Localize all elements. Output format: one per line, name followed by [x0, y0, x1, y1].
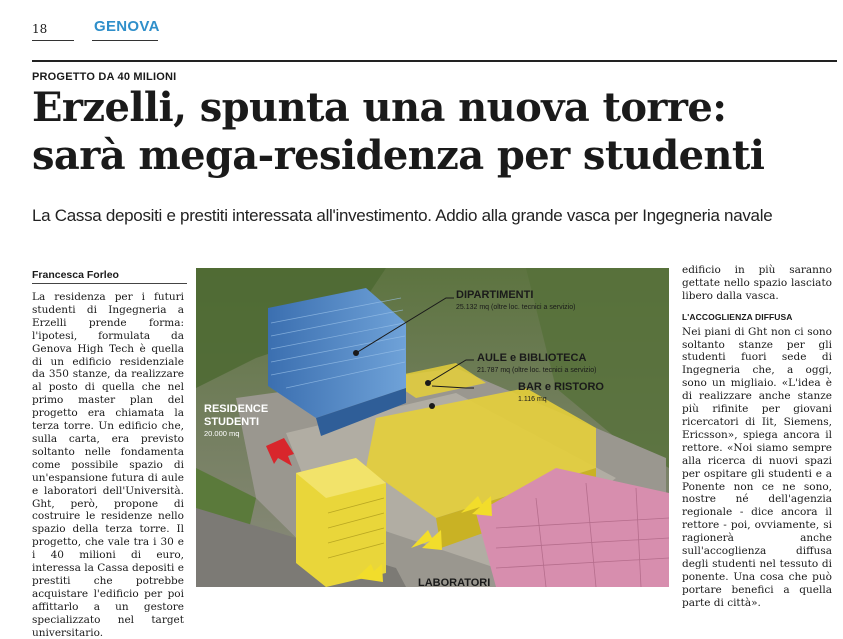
label-laboratori: LABORATORI: [418, 577, 491, 587]
author-rule: [32, 283, 187, 284]
article-kicker: PROGETTO DA 40 MILIONI: [32, 71, 177, 83]
label-residence-line1: RESIDENCE: [204, 403, 269, 415]
header-rule-full: [32, 60, 837, 62]
article-headline: [32, 84, 837, 180]
label-aule-sub: 21.787 mq (oltre loc. tecnici a servizio): [477, 367, 597, 374]
label-dipartimenti: DIPARTIMENTI: [456, 289, 534, 301]
header-rule-left: [32, 40, 74, 41]
label-residence-line2: STUDENTI: [204, 416, 259, 428]
leader-dot: [429, 403, 435, 409]
right-column-intro: edificio in più saranno gettate nello spazio lasciato libero dalla vasca.: [682, 264, 832, 302]
label-aule: AULE e BIBLIOTECA: [477, 352, 587, 364]
label-bar-sub: 1.116 mq: [518, 396, 547, 403]
headline-line-1: Erzelli, spunta una nuova torre:: [32, 84, 727, 131]
article-subheadline: La Cassa depositi e prestiti interessata all'investimento. Addio alla grande vasca per Ingegneria navale: [32, 206, 773, 225]
right-column-subtitle: L'ACCOGLIENZA DIFFUSA: [682, 311, 793, 322]
article-author: Francesca Forleo: [32, 269, 119, 281]
header-rule-section: [92, 40, 158, 41]
left-column-text: La residenza per i futuri studenti di Ingegneria a Erzelli prende forma: l'ipotesi, formulata da Genova High Tech è quella di un edificio residenziale da 350 stanze, da realizzare al posto di quella che nel primo master plan del progetto era chiamata la terza torre. Un edificio che, sulla carta, era previsto soltanto nelle fondamenta come possibile spazio di un'espansione futura di aule e laboratori dell'Università. Ght, però, propone di costruire le residenze nello spazio della terza torre. Il progetto, che vale tra i 30 e i 40 milioni di euro, interessa la Cassa depositi e prestiti che potrebbe acquistare l'edificio per poi affittarlo a un gestore specializzato nel target universitario.: [32, 291, 184, 639]
campus-rendering: [196, 268, 669, 587]
section-label: GENOVA: [94, 18, 160, 35]
article-right-column: [682, 264, 832, 610]
label-bar: BAR e RISTORO: [518, 381, 604, 393]
campus-rendering-svg: [196, 268, 669, 587]
page-number: 18: [32, 22, 48, 36]
label-residence-sub: 20.000 mq: [204, 429, 240, 438]
label-dipartimenti-sub: 25.132 mq (oltre loc. tecnici a servizio): [456, 304, 576, 311]
leader-dot: [425, 380, 431, 386]
right-column-body: Nei piani di Ght non ci sono soltanto stanze per gli studenti fuori sede di Ingegneria che, a oggi, sono un migliaio. «L'idea è di realizzare anche stanze più rifinite per giovani ricercatori di Iit, Siemens, Ericsson», spiega ancora il rettore. «Noi siamo sempre alla ricerca di nuovi spazi per ospitare gli studenti e a Ponente non ce ne sono, nostre né dell'agenzia regionale - dice ancora il rettore - poi, ovviamente, si ragionerà anche sull'accoglienza diffusa degli studenti nel tessuto di ponente. Una cosa che può portare benefici a quella parte di città».: [682, 325, 832, 609]
leader-dot: [353, 350, 359, 356]
headline-line-2: sarà mega-residenza per studenti: [32, 132, 765, 179]
